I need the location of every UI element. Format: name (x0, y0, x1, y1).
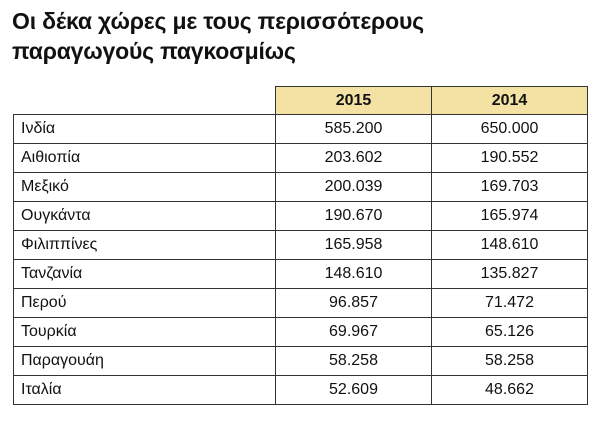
value-2014-cell: 135.827 (432, 260, 588, 289)
value-2014-cell: 48.662 (432, 376, 588, 405)
value-2015-cell: 190.670 (276, 202, 432, 231)
country-cell: Περού (14, 289, 276, 318)
value-2015-cell: 200.039 (276, 173, 432, 202)
value-2015-cell: 165.958 (276, 231, 432, 260)
country-cell: Τανζανία (14, 260, 276, 289)
value-2014-cell: 169.703 (432, 173, 588, 202)
country-cell: Αιθιοπία (14, 144, 276, 173)
value-2014-cell: 165.974 (432, 202, 588, 231)
country-cell: Φιλιππίνες (14, 231, 276, 260)
country-cell: Ιταλία (14, 376, 276, 405)
value-2015-cell: 58.258 (276, 347, 432, 376)
value-2015-cell: 585.200 (276, 115, 432, 144)
country-cell: Ινδία (14, 115, 276, 144)
page-title (12, 6, 592, 66)
value-2015-cell: 203.602 (276, 144, 432, 173)
title-line-1: Οι δέκα χώρες με τους περισσότερους (12, 8, 424, 34)
value-2014-cell: 650.000 (432, 115, 588, 144)
table-row (14, 347, 588, 376)
value-2014-cell: 190.552 (432, 144, 588, 173)
table-row (14, 144, 588, 173)
title-line-2: παραγωγούς παγκοσμίως (12, 38, 296, 64)
table-row (14, 115, 588, 144)
table-body (14, 115, 588, 405)
value-2015-cell: 69.967 (276, 318, 432, 347)
table-row (14, 289, 588, 318)
country-cell: Ουγκάντα (14, 202, 276, 231)
table-row (14, 376, 588, 405)
value-2015-cell: 148.610 (276, 260, 432, 289)
header-year-2014: 2014 (432, 87, 588, 115)
table-row (14, 231, 588, 260)
value-2014-cell: 58.258 (432, 347, 588, 376)
table-row (14, 260, 588, 289)
table-header-row (14, 87, 588, 115)
header-country (14, 87, 276, 115)
header-year-2015: 2015 (276, 87, 432, 115)
value-2014-cell: 148.610 (432, 231, 588, 260)
country-cell: Τουρκία (14, 318, 276, 347)
country-cell: Μεξικό (14, 173, 276, 202)
value-2015-cell: 52.609 (276, 376, 432, 405)
table-row (14, 318, 588, 347)
value-2015-cell: 96.857 (276, 289, 432, 318)
table-row (14, 202, 588, 231)
table-row (14, 173, 588, 202)
producers-table (13, 86, 588, 405)
value-2014-cell: 65.126 (432, 318, 588, 347)
country-cell: Παραγουάη (14, 347, 276, 376)
value-2014-cell: 71.472 (432, 289, 588, 318)
